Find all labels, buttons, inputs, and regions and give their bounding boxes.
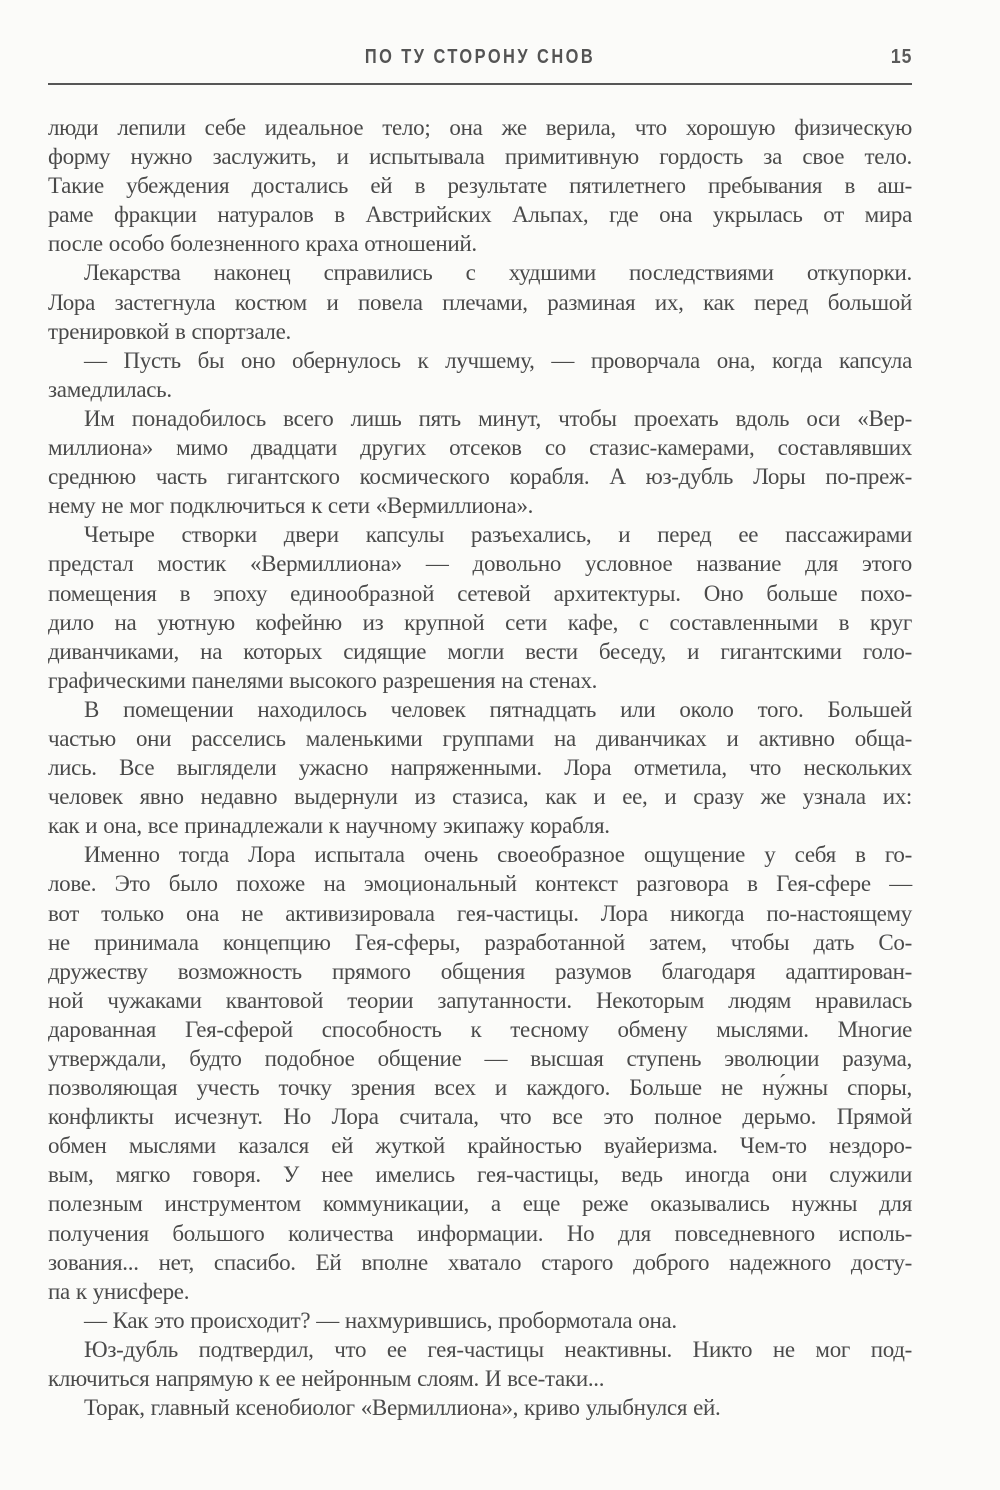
text-line: Торак, главный ксенобиолог «Вермиллиона», криво улыбнулся ей. <box>84 1395 721 1421</box>
paragraph <box>48 1335 912 1393</box>
text-line: диванчиками, на которых сидящие могли вести беседу, и гигантскими голо- <box>48 638 912 664</box>
text-line: после особо болезненного краха отношений. <box>48 231 477 257</box>
text-line: вым, мягко говоря. У нее имелись гея-частицы, ведь иногда они служили <box>48 1162 912 1188</box>
text-line: дарованная Гея-сферой способность к тесному обмену мыслями. Многие <box>48 1016 912 1042</box>
text-line: полезным инструментом коммуникации, а еще реже оказывались нужны для <box>48 1191 912 1217</box>
text-line: Именно тогда Лора испытала очень своеобразное ощущение у себя в го- <box>84 842 912 868</box>
text-line: лове. Это было похоже на эмоциональный контекст разговора в Гея-сфере — <box>48 871 912 897</box>
text-line: помещения в эпоху единообразной сетевой архитектуры. Оно больше похо- <box>48 580 912 606</box>
text-line: утверждали, будто подобное общение — высшая ступень эволюции разума, <box>48 1046 912 1071</box>
text-line: ключиться напрямую к ее нейронным слоям. И все-таки... <box>48 1366 605 1392</box>
text-line: Юз-дубль подтвердил, что ее гея-частицы неактивны. Никто не мог под- <box>84 1336 912 1362</box>
text-line: Четыре створки двери капсулы разъехались, и перед ее пассажирами <box>84 522 912 548</box>
text-line: частью они расселись маленькими группами на диванчиках и активно обща- <box>48 725 912 751</box>
text-line: Лора застегнула костюм и повела плечами, разминая их, как перед большой <box>48 289 912 315</box>
text-line: — Пусть бы оно обернулось к лучшему, — проворчала она, когда капсула <box>84 347 912 373</box>
running-title: ПО ТУ СТОРОНУ СНОВ <box>364 46 596 68</box>
text-line: форму нужно заслужить, и испытывала примитивную гордость за свое тело. <box>48 144 912 170</box>
text-line: раме фракции натуралов в Австрийских Альпах, где она укрылась от мира <box>48 202 912 228</box>
text-line: — Как это происходит? — нахмурившись, пробормотала она. <box>84 1307 677 1333</box>
text-line: ной чужаками квантовой теории запутанности. Некоторым людям нравилась <box>48 987 912 1013</box>
text-line: не принимала концепцию Гея-сферы, разработанной затем, чтобы дать Со- <box>48 929 912 955</box>
text-line: обмен мыслями казался ей жуткой крайностью вуайеризма. Чем-то нездоро- <box>48 1133 912 1159</box>
text-line: тренировкой в спортзале. <box>48 318 291 344</box>
text-line: лись. Все выглядели ужасно напряженными. Лора отметила, что нескольких <box>48 755 912 781</box>
text-line: Лекарства наконец справились с худшими последствиями откупорки. <box>84 260 912 286</box>
paragraph <box>48 695 912 840</box>
paragraph <box>48 520 912 695</box>
paragraph <box>48 840 912 1306</box>
text-line: вот только она не активизировала гея-частицы. Лора никогда по-настоящему <box>48 900 912 926</box>
text-line: люди лепили себе идеальное тело; она же верила, что хорошую физическую <box>48 115 912 140</box>
page-number: 15 <box>890 46 912 68</box>
paragraph <box>48 1306 912 1335</box>
text-line: получения большого количества информации. Но для повседневного исполь- <box>48 1220 912 1246</box>
paragraph <box>48 258 912 345</box>
text-line: Им понадобилось всего лишь пять минут, чтобы проехать вдоль оси «Вер- <box>84 405 912 431</box>
text-line: В помещении находилось человек пятнадцать или около того. Большей <box>84 696 912 722</box>
text-line: нему не мог подключиться к сети «Вермиллиона». <box>48 493 534 519</box>
text-line: миллиона» мимо двадцати других отсеков со стазис-камерами, составлявших <box>48 435 912 461</box>
paragraph <box>48 113 912 258</box>
header-rule <box>48 83 912 85</box>
text-line: зования... нет, спасибо. Ей вполне хватало старого доброго надежного досту- <box>48 1249 912 1275</box>
text-line: дило на уютную кофейню из крупной сети кафе, с составленными в круг <box>48 609 912 635</box>
text-line: па к унисфере. <box>48 1278 190 1304</box>
paragraph <box>48 404 912 520</box>
text-line: конфликты исчезнут. Но Лора считала, что все это полное дерьмо. Прямой <box>48 1104 912 1130</box>
text-line: как и она, все принадлежали к научному экипажу корабля. <box>48 813 610 839</box>
paragraph <box>48 1393 912 1422</box>
text-line: позволяющая учесть точку зрения всех и каждого. Больше не ну́жны споры, <box>48 1075 912 1101</box>
page-header <box>48 46 912 73</box>
text-line: замедлилась. <box>48 376 172 402</box>
page-text <box>48 113 912 1422</box>
text-line: Такие убеждения достались ей в результате пятилетнего пребывания в аш- <box>48 173 912 199</box>
text-line: человек явно недавно выдернули из стазиса, как и ее, и сразу же узнала их: <box>48 784 912 810</box>
text-line: предстал мостик «Вермиллиона» — довольно условное название для этого <box>48 551 912 577</box>
text-line: графическими панелями высокого разрешения на стенах. <box>48 667 598 693</box>
paragraph <box>48 346 912 404</box>
text-line: дружеству возможность прямого общения разумов благодаря адаптирован- <box>48 958 912 984</box>
text-line: среднюю часть гигантского космического корабля. А юз-дубль Лоры по-преж- <box>48 464 912 490</box>
